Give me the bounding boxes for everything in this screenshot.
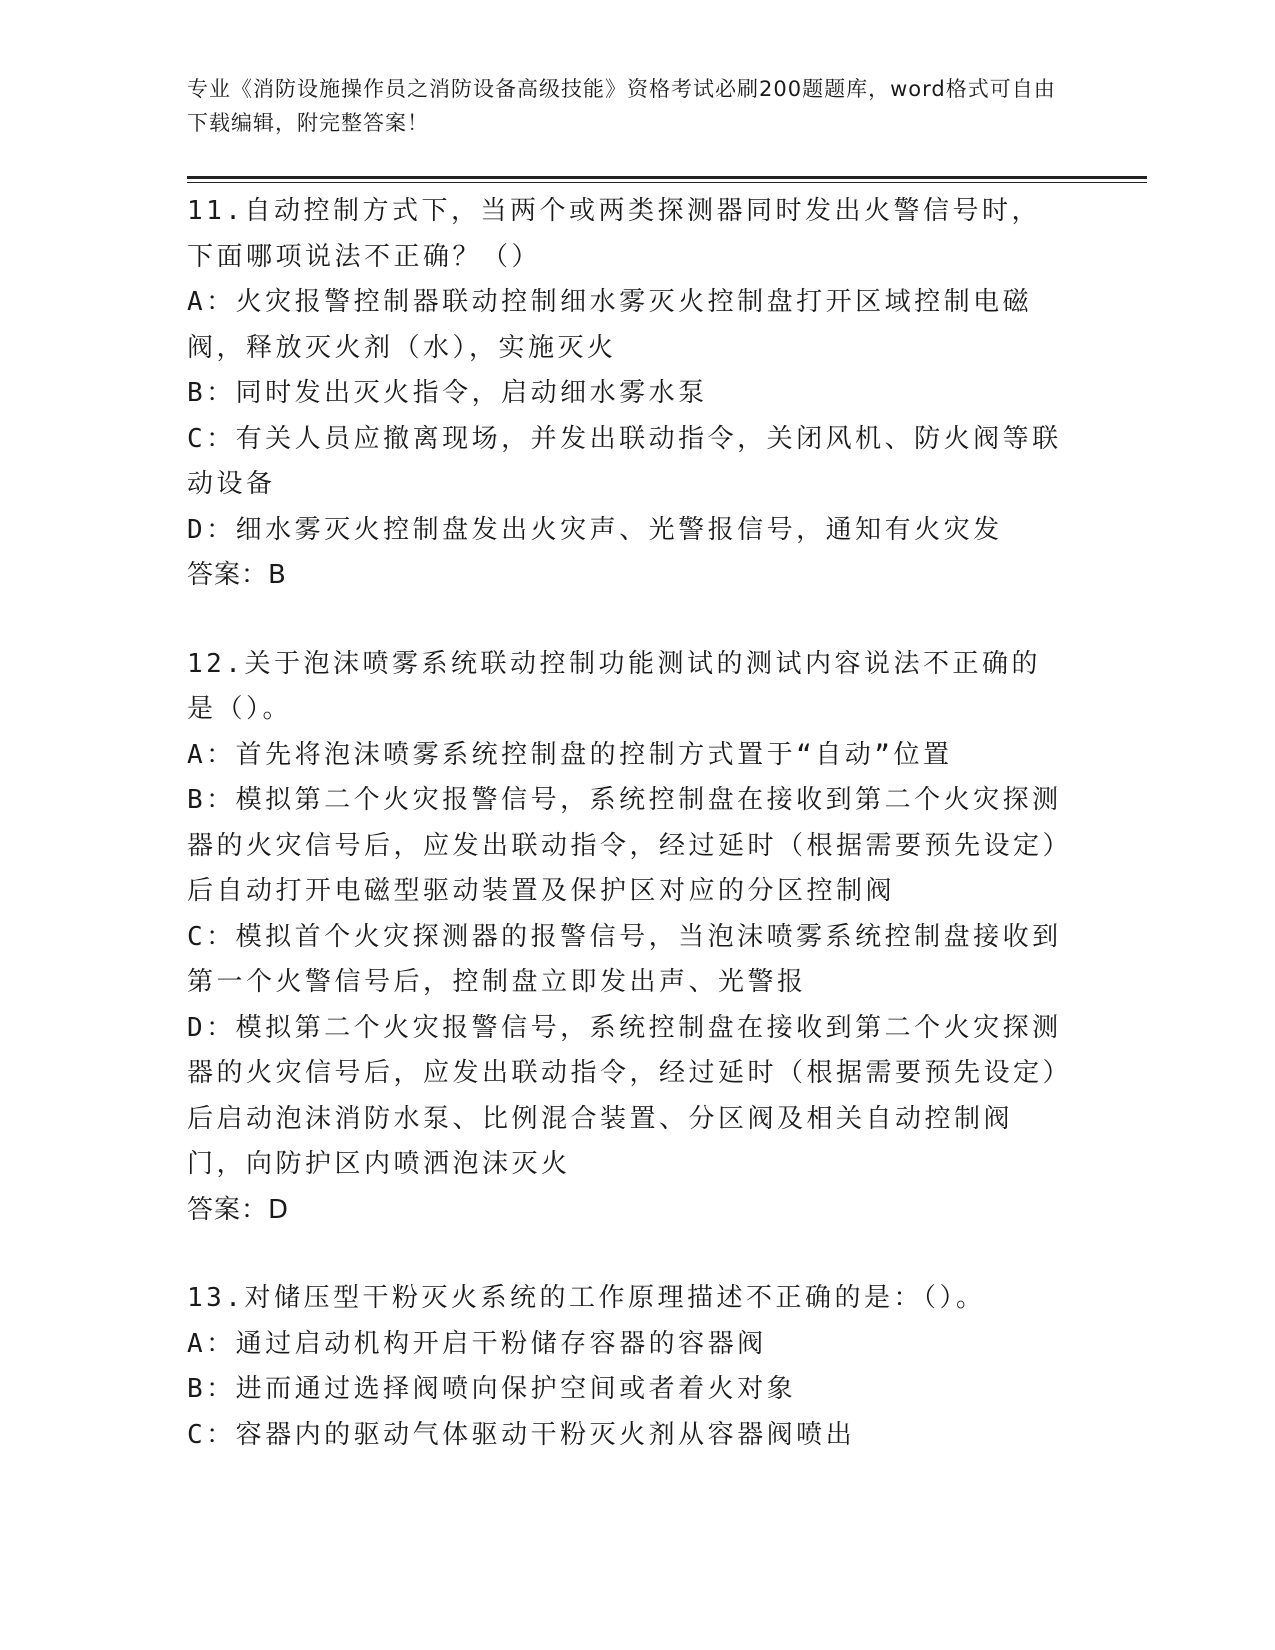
question-12 — [187, 642, 1067, 1234]
question-stem: 13.对储压型干粉灭火系统的工作原理描述不正确的是：（）。 — [187, 1283, 986, 1313]
question-stem: 12.关于泡沫喷雾系统联动控制功能测试的测试内容说法不正确的是（）。 — [187, 648, 1041, 724]
option-a: A：通过启动机构开启干粉储存容器的容器阀 — [187, 1328, 767, 1359]
option-b: B：同时发出灭火指令，启动细水雾水泵 — [187, 378, 708, 408]
option-d: D：模拟第二个火灾报警信号，系统控制盘在接收到第二个火灾探测器的火灾信号后，应发出联动指令，经过延时（根据需要预先设定）后启动泡沫消防水泵、比例混合装置、分区阀及相关自动控制阀门，向防护区内喷洒泡沫灭火 — [187, 1012, 1062, 1179]
option-b: B：进而通过选择阀喷向保护空间或者着火对象 — [187, 1374, 797, 1404]
option-b: B：模拟第二个火灾报警信号，系统控制盘在接收到第二个火灾探测器的火灾信号后，应发出联动指令，经过延时（根据需要预先设定）后自动打开电磁型驱动装置及保护区对应的分区控制阀 — [187, 785, 1062, 906]
question-stem: 11.自动控制方式下，当两个或两类探测器同时发出火警信号时，下面哪项说法不正确？（） — [187, 196, 1041, 272]
question-list — [187, 189, 1067, 1501]
header-divider-thick — [187, 176, 1147, 179]
header-divider-thin — [187, 182, 1147, 183]
option-c: C：模拟首个火灾探测器的报警信号，当泡沫喷雾系统控制盘接收到第一个火警信号后，控制盘立即发出声、光警报 — [187, 921, 1062, 997]
document-page — [187, 0, 1147, 1650]
answer: 答案：B — [187, 560, 287, 590]
option-c: C：容器内的驱动气体驱动干粉灭火剂从容器阀喷出 — [187, 1419, 856, 1450]
document-header — [187, 72, 1057, 140]
question-11 — [187, 189, 1067, 599]
question-13 — [187, 1276, 1067, 1458]
option-a: A：首先将泡沫喷雾系统控制盘的控制方式置于“自动”位置 — [187, 739, 953, 770]
answer: 答案：D — [187, 1194, 290, 1225]
header-text: 专业《消防设施操作员之消防设备高级技能》资格考试必刷200题题库，word格式可自由下载编辑，附完整答案！ — [187, 77, 1056, 135]
option-c: C：有关人员应撤离现场，并发出联动指令，关闭风机、防火阀等联动设备 — [187, 423, 1062, 499]
option-d: D：细水雾灭火控制盘发出火灾声、光警报信号，通知有火灾发 — [187, 514, 1003, 545]
option-a: A：火灾报警控制器联动控制细水雾灭火控制盘打开区域控制电磁阀，释放灭火剂（水），实施灭火 — [187, 287, 1033, 363]
